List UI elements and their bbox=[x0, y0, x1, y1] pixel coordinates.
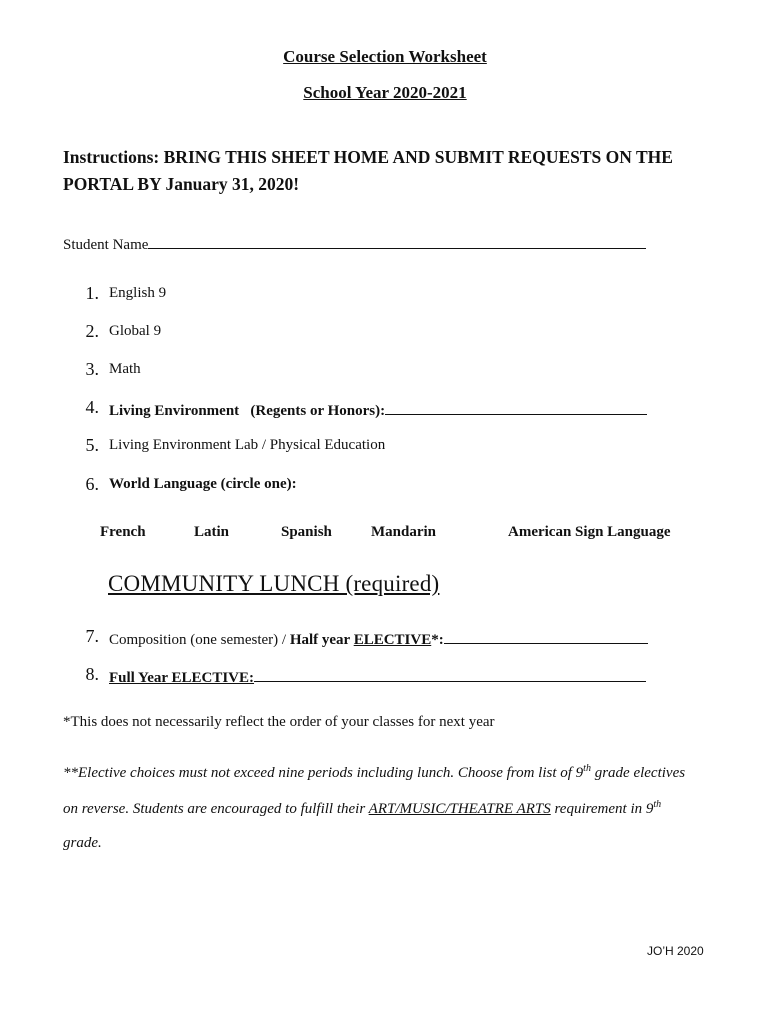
item-number: 7. bbox=[85, 626, 99, 646]
language-asl[interactable]: American Sign Language bbox=[508, 524, 671, 540]
item-full-year-row bbox=[109, 666, 646, 687]
school-year: School Year 2020-2021 bbox=[303, 83, 467, 102]
item-number: 1. bbox=[85, 283, 99, 303]
item-number: 5. bbox=[85, 435, 99, 455]
item-composition: Composition (one semester) / bbox=[109, 632, 290, 648]
item-global: Global 9 bbox=[109, 323, 162, 339]
instructions: Instructions: BRING THIS SHEET HOME AND SUBMIT REQUESTS ON THE PORTAL BY January 31, 2020! bbox=[63, 147, 673, 194]
living-environment-field[interactable] bbox=[385, 399, 647, 415]
item-world-language: World Language (circle one): bbox=[109, 476, 297, 492]
elective-label: ELECTIVE bbox=[353, 632, 432, 648]
student-name-field[interactable] bbox=[148, 233, 646, 249]
item-number: 2. bbox=[85, 321, 99, 341]
language-spanish[interactable]: Spanish bbox=[281, 524, 332, 540]
elective-note-text: on reverse. Students are encouraged to fulfill their bbox=[63, 801, 369, 817]
language-latin[interactable]: Latin bbox=[194, 524, 230, 540]
half-year-elective-field[interactable] bbox=[444, 628, 648, 644]
community-lunch: COMMUNITY LUNCH (required) bbox=[108, 571, 440, 596]
footer-initials: JO’H 2020 bbox=[647, 944, 704, 958]
elective-note-text: grade electives bbox=[590, 765, 686, 781]
item-composition-row bbox=[109, 628, 648, 649]
worksheet-title: Course Selection Worksheet bbox=[283, 47, 487, 66]
student-name-label: Student Name bbox=[63, 237, 149, 253]
item-number: 3. bbox=[85, 359, 99, 379]
elective-note-text: requirement in 9 bbox=[550, 801, 654, 817]
half-year-label: Half year bbox=[289, 632, 354, 648]
elective-asterisk: *: bbox=[431, 632, 444, 648]
item-living-environment: Living Environment (Regents or Honors): bbox=[109, 403, 386, 419]
language-mandarin[interactable]: Mandarin bbox=[371, 524, 437, 540]
superscript: th bbox=[653, 799, 662, 810]
elective-note-text: **Elective choices must not exceed nine periods including lunch. Choose from list of 9 bbox=[63, 765, 584, 781]
item-english: English 9 bbox=[109, 285, 167, 301]
item-living-environment-row bbox=[109, 399, 647, 420]
elective-note-line3: grade. bbox=[63, 835, 102, 851]
item-number: 8. bbox=[85, 664, 99, 684]
arts-requirement: ART/MUSIC/THEATRE ARTS bbox=[368, 801, 551, 817]
order-note: *This does not necessarily reflect the order of your classes for next year bbox=[63, 714, 495, 730]
item-lab-pe: Living Environment Lab / Physical Education bbox=[109, 437, 386, 453]
item-math: Math bbox=[109, 361, 141, 377]
elective-note-line1 bbox=[63, 763, 685, 782]
student-name-row bbox=[63, 233, 646, 254]
item-number: 4. bbox=[85, 397, 99, 417]
elective-note-line2 bbox=[63, 799, 661, 818]
item-number: 6. bbox=[85, 474, 99, 494]
full-year-elective-label: Full Year ELECTIVE: bbox=[109, 670, 255, 686]
language-french[interactable]: French bbox=[100, 524, 146, 540]
superscript: th bbox=[583, 763, 591, 774]
full-year-elective-field[interactable] bbox=[254, 666, 646, 682]
